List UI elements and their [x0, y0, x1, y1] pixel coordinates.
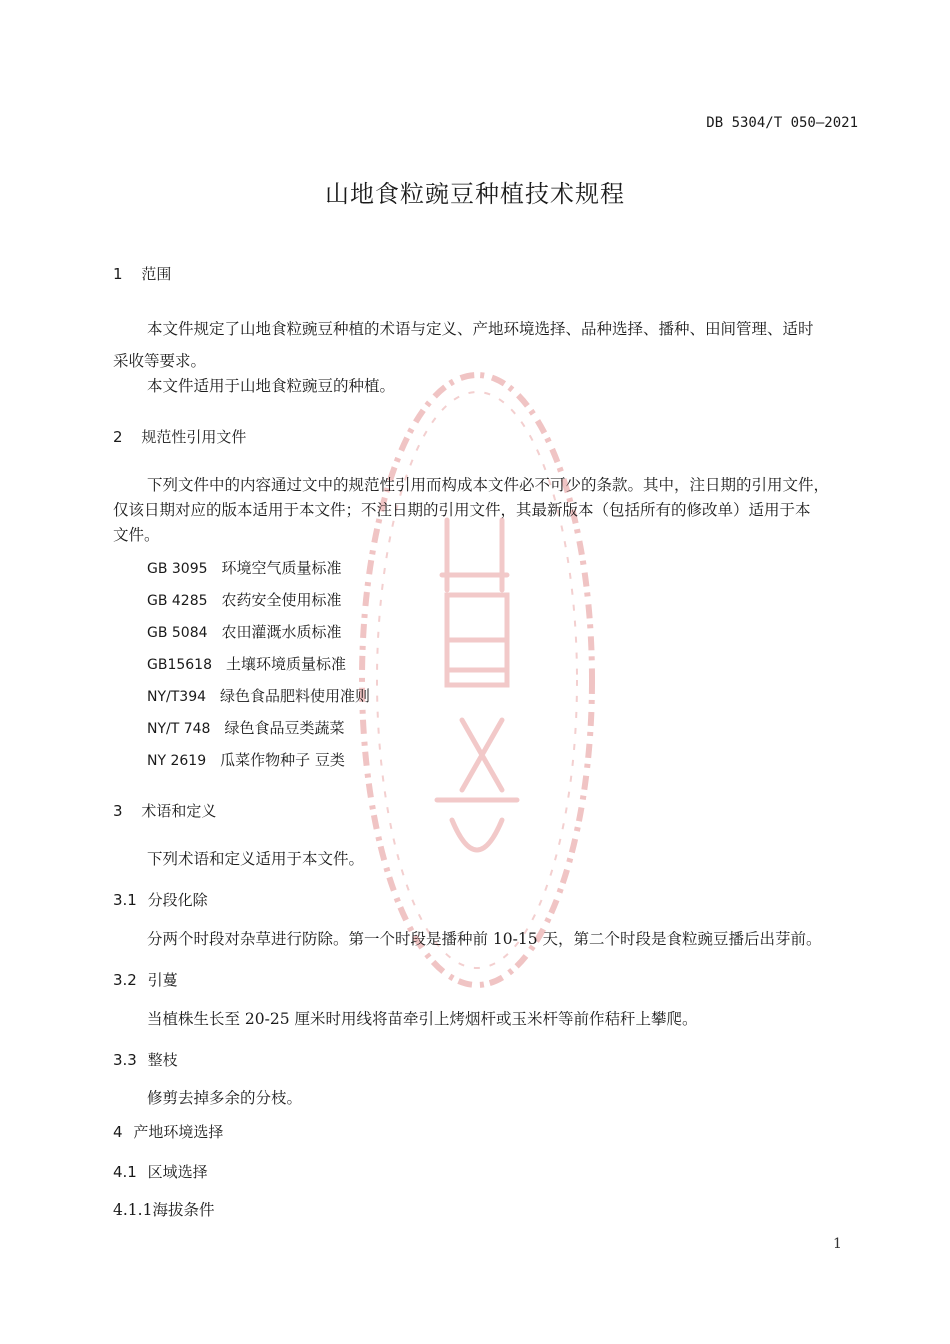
reference-name: 农田灌溉水质标准: [221, 623, 342, 641]
section-title: 产地环境选择: [133, 1123, 224, 1141]
reference-item: [147, 717, 344, 738]
reference-name: 环境空气质量标准: [221, 559, 342, 577]
section-3-heading: [113, 800, 216, 821]
paragraph: 仅该日期对应的版本适用于本文件；不注日期的引用文件，其最新版本（包括所有的修改单）适用于本: [113, 501, 811, 519]
paragraph: 本文件规定了山地食粒豌豆种植的术语与定义、产地环境选择、品种选择、播种、田间管理、适时: [147, 320, 814, 338]
section-2-heading: [113, 426, 246, 447]
reference-name: 绿色食品肥料使用准则: [220, 687, 371, 705]
paragraph: 下列术语和定义适用于本文件。: [147, 850, 365, 868]
reference-item: [147, 589, 342, 610]
paragraph: 文件。: [113, 526, 160, 544]
document-number: DB 5304/T 050—2021: [706, 115, 858, 131]
reference-name: 瓜菜作物种子 豆类: [220, 751, 345, 769]
reference-code: NY/T 748: [147, 721, 211, 737]
term-definition: 分两个时段对杂草进行防除。第一个时段是播种前 10-15 天，第二个时段是食粒豌豆播后出芽前。: [147, 930, 822, 948]
reference-code: GB 3095: [147, 561, 208, 577]
section-number: 2: [113, 428, 123, 446]
reference-code: NY 2619: [147, 753, 207, 769]
section-number: 3: [113, 802, 123, 820]
section-4-heading: [113, 1121, 223, 1142]
reference-name: 农药安全使用标准: [221, 591, 342, 609]
section-number: 4: [113, 1123, 123, 1141]
term-definition: 当植株生长至 20-25 厘米时用线将苗牵引上烤烟杆或玉米杆等前作秸秆上攀爬。: [147, 1010, 698, 1028]
subsection-number: 4.1: [113, 1163, 137, 1181]
subsubsection-number: 4.1.1: [113, 1201, 153, 1219]
term-heading: [113, 889, 208, 910]
term-heading: [113, 969, 178, 990]
section-number: 1: [113, 265, 123, 283]
section-title: 范围: [141, 265, 172, 283]
subsection-heading: [113, 1161, 208, 1182]
term-name: 整枝: [147, 1051, 178, 1069]
reference-item: [147, 685, 370, 706]
subsubsection-heading: [113, 1197, 214, 1223]
reference-code: GB 5084: [147, 625, 208, 641]
reference-code: GB15618: [147, 657, 212, 673]
term-definition: 修剪去掉多余的分枝。: [147, 1089, 303, 1107]
page-number: 1: [833, 1236, 842, 1252]
term-heading: [113, 1049, 178, 1070]
reference-item: [147, 621, 342, 642]
reference-code: GB 4285: [147, 593, 208, 609]
reference-item: [147, 749, 345, 770]
paragraph: 采收等要求。: [113, 352, 207, 370]
paragraph: 本文件适用于山地食粒豌豆的种植。: [147, 377, 396, 395]
reference-item: [147, 653, 346, 674]
term-number: 3.2: [113, 971, 137, 989]
term-number: 3.3: [113, 1051, 137, 1069]
term-name: 分段化除: [147, 891, 208, 909]
official-seal-watermark: [352, 360, 602, 1000]
term-name: 引蔓: [147, 971, 178, 989]
paragraph: 下列文件中的内容通过文中的规范性引用而构成本文件必不可少的条款。其中，注日期的引用文件，: [147, 476, 830, 494]
section-title: 术语和定义: [141, 802, 217, 820]
reference-item: [147, 557, 342, 578]
subsubsection-title: 海拔条件: [152, 1201, 215, 1219]
reference-name: 土壤环境质量标准: [226, 655, 347, 673]
term-number: 3.1: [113, 891, 137, 909]
reference-code: NY/T394: [147, 689, 207, 705]
reference-name: 绿色食品豆类蔬菜: [224, 719, 345, 737]
subsection-title: 区域选择: [147, 1163, 208, 1181]
section-title: 规范性引用文件: [141, 428, 247, 446]
page-title: 山地食粒豌豆种植技术规程: [325, 180, 625, 208]
section-1-heading: [113, 263, 171, 284]
